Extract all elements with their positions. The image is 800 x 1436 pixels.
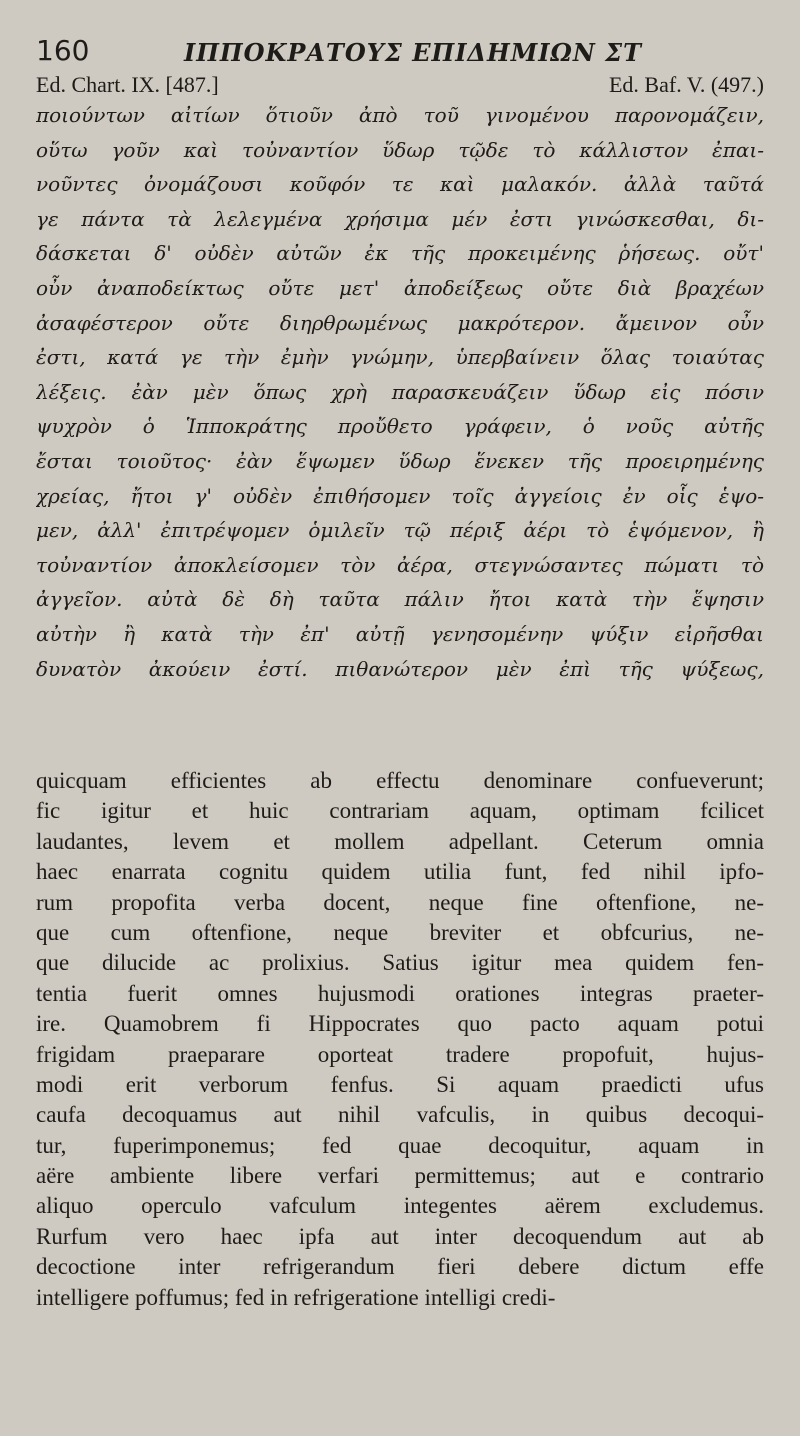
- latin-text-line: intelligere poffumus; fed in refrigeratione intelligi credi-: [36, 1284, 556, 1310]
- greek-text-line: ποιούντων αἰτίων ὅτιοῦν ἀπὸ τοῦ γινομένου παρονομάζειν,: [36, 103, 764, 127]
- greek-text-line: ἐστι, κατά γε τὴν ἐμὴν γνώμην, ὑπερβαίνειν ὅλας τοιαύτας: [36, 345, 764, 370]
- greek-text-line: νοῦντες ὀνομάζουσι κοῦφόν τε καὶ μαλακόν. ἀλλὰ ταῦτά: [36, 172, 764, 197]
- greek-text-line: γε πάντα τὰ λελεγμένα χρήσιμα μέν ἐστι γινώσκεσθαι, δι-: [36, 206, 764, 231]
- greek-text-line: αὐτὴν ἢ κατὰ τὴν ἐπ' αὐτῇ γενησομένην ψύξιν εἰρῆσθαι: [36, 621, 764, 646]
- edition-reference-line: [36, 72, 764, 100]
- running-title: ΙΠΠΟΚΡΑΤΟΥΣ ΕΠΙΔΗΜΙΩΝ ΣΤ: [184, 38, 643, 67]
- latin-text-line: quicquam efficientes ab effectu denominare confueverunt;: [36, 768, 764, 793]
- latin-text-line: decoctione inter refrigerandum fieri debere dictum effe: [36, 1254, 764, 1280]
- greek-text-line: δυνατὸν ἀκούειν ἐστί. πιθανώτερον μὲν ἐπὶ τῆς ψύξεως,: [36, 656, 764, 681]
- latin-text-line: que cum oftenfione, neque breviter et obfcurius, ne-: [36, 919, 764, 945]
- greek-text-line: ἔσται τοιοῦτος· ἐὰν ἕψωμεν ὕδωρ ἕνεκεν τῆς προειρημένης: [36, 448, 764, 473]
- greek-text-line: χρείας, ἤτοι γ' οὐδὲν ἐπιθήσομεν τοῖς ἀγγείοις ἐν οἷς ἑψο-: [36, 483, 764, 508]
- greek-text-line: οὖν ἀναποδείκτως οὔτε μετ' ἀποδείξεως οὔτε διὰ βραχέων: [36, 275, 764, 300]
- edition-basel: Ed. Baf. V. (497.): [608, 72, 764, 97]
- greek-text-block: [36, 98, 764, 686]
- edition-chartier: Ed. Chart. IX. [487.]: [36, 72, 219, 97]
- page-header: [36, 34, 776, 74]
- latin-text-line: tentia fuerit omnes hujusmodi orationes integras praeter-: [36, 980, 764, 1006]
- latin-text-line: modi erit verborum fenfus. Si aquam praedicti ufus: [36, 1071, 764, 1097]
- latin-text-line: laudantes, levem et mollem adpellant. Ceterum omnia: [36, 828, 764, 854]
- greek-text-line: ἀγγεῖον. αὐτὰ δὲ δὴ ταῦτα πάλιν ἤτοι κατὰ τὴν ἕψησιν: [36, 587, 764, 612]
- latin-text-line: haec enarrata cognitu quidem utilia funt, fed nihil ipfo-: [36, 859, 764, 885]
- latin-text-line: aëre ambiente libere verfari permittemus; aut e contrario: [36, 1163, 764, 1189]
- latin-text-line: que dilucide ac prolixius. Satius igitur mea quidem fen-: [36, 950, 764, 976]
- latin-text-line: caufa decoquamus aut nihil vafculis, in quibus decoqui-: [36, 1102, 764, 1128]
- greek-text-line: τοὐναντίον ἀποκλείσομεν τὸν ἀέρα, στεγνώσαντες πώματι τὸ: [36, 552, 764, 577]
- greek-text-line: λέξεις. ἐὰν μὲν ὅπως χρὴ παρασκευάζειν ὕδωρ εἰς πόσιν: [36, 379, 764, 404]
- greek-text-line: ψυχρὸν ὁ Ἱπποκράτης προὔθετο γράφειν, ὁ νοῦς αὐτῆς: [36, 414, 764, 439]
- greek-text-line: οὕτω γοῦν καὶ τοὐναντίον ὕδωρ τῷδε τὸ κάλλιστον ἐπαι-: [36, 137, 764, 162]
- latin-text-line: fic igitur et huic contrariam aquam, optimam fcilicet: [36, 798, 764, 824]
- latin-text-line: tur, fuperimponemus; fed quae decoquitur, aquam in: [36, 1132, 764, 1158]
- greek-text-line: δάσκεται δ' οὐδὲν αὐτῶν ἐκ τῆς προκειμένης ῥήσεως. οὔτ': [36, 241, 764, 266]
- page-number: 160: [36, 34, 90, 67]
- latin-translation-block: [36, 766, 764, 1313]
- greek-text-line: μεν, ἀλλ' ἐπιτρέψομεν ὁμιλεῖν τῷ πέριξ ἀέρι τὸ ἑψόμενον, ἢ: [36, 518, 764, 543]
- latin-text-line: ire. Quamobrem fi Hippocrates quo pacto aquam potui: [36, 1011, 764, 1037]
- latin-text-line: aliquo operculo vafculum integentes aërem excludemus.: [36, 1193, 764, 1219]
- latin-text-line: rum propofita verba docent, neque fine oftenfione, ne-: [36, 889, 764, 915]
- greek-text-line: ἀσαφέστερον οὔτε διηρθρωμένως μακρότερον. ἄμεινον οὖν: [36, 310, 764, 335]
- latin-text-line: frigidam praeparare oporteat tradere propofuit, hujus-: [36, 1041, 764, 1067]
- latin-text-line: Rurfum vero haec ipfa aut inter decoquendum aut ab: [36, 1223, 764, 1249]
